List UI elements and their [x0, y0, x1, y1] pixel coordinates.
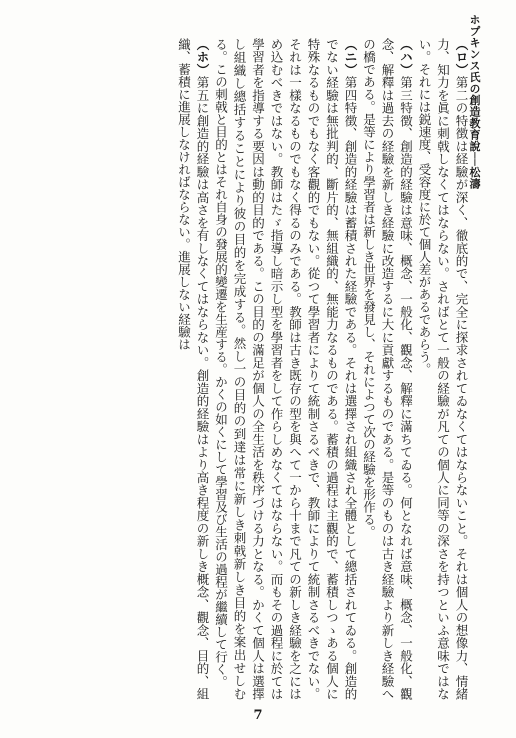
paragraph-marker: （ニ） — [343, 38, 358, 77]
paragraph-text: 第四特徴、創造的経驗は蓄積された経驗である。それは選擇され組織され全體として總括されてゐる。創造的でない経驗は無批判的、斷片的、無組織的、無能力なるものである。蓄積の過程は主觀的で、蓄積しつゝある個人に特殊なるものでもなく客觀的でもない。從つて學習者によりて統制さるべきで、教師によりて統制さるべきでない。それは一樣なるものでもなく得るのみである。教師は古き既存の型を與へて一から十まで凡ての新しき経驗を之にはめ込むべきではない。教師はたゞ指導し暗示し型を學習者をして作らしめなくてはならない。而もその過程に於ては學習者を指導する要因は動的目的である。この目的の滿足が個人の全生活を秩序づける力となる。かくて個人は選擇し組織し總括することにより彼の目的を完成する。然し一の目的の到達は常に新しき刺戟新しき目的を案出せしむる。この刺戟と目的とはそれ自身の發展的變遷を生産する。かくの如くにして學習及び生活の過程が繼續して行く。 — [213, 38, 358, 700]
running-header: ホプキンス氏の創造教育說──松濤 — [468, 14, 481, 190]
paragraph-ha — [359, 38, 415, 700]
paragraph-text: 第二の特徴は経驗が深く、徹底的で、完全に探求されてゐなくてはならないこと。それは個人の想像力、情緒力、知力を眞に刺戟しなくてはならない。さればとて一般の経驗が凡ての個人に同等の深さを持つといふ意味ではない。それには鋭速度、受容度に於て個人差があるであらう。 — [417, 38, 469, 700]
paragraph-text: 第三特徴、創造的経驗は意味、概念、一般化、觀念、解釋に滿ちてゐる。何となれば意味、概念、一般化、觀念、解釋は過去の経驗を新しき経驗に改造するに大に貢獻するものである。是等のものは古き経驗より新しき経驗への橋である。是等により學習者は新しき世界を發見し、それによつて次の経驗を形作る。 — [361, 38, 414, 700]
page-number: 7 — [253, 708, 263, 723]
paragraph-ni — [211, 38, 359, 700]
paragraph-ho — [174, 38, 211, 700]
paragraph-ro — [415, 38, 471, 700]
paragraph-marker: （ホ） — [195, 38, 210, 77]
paragraph-marker: （ハ） — [398, 38, 414, 77]
paragraph-marker: （ロ） — [454, 38, 469, 77]
page-body — [30, 38, 470, 700]
paragraph-text: 第五に創造的経驗は高さを有しなくてはならない。創造的経驗はより高き程度の新しき概念、觀念、目的、組織、蓄積に進展しなければならない。進展しない経驗は — [176, 38, 210, 700]
